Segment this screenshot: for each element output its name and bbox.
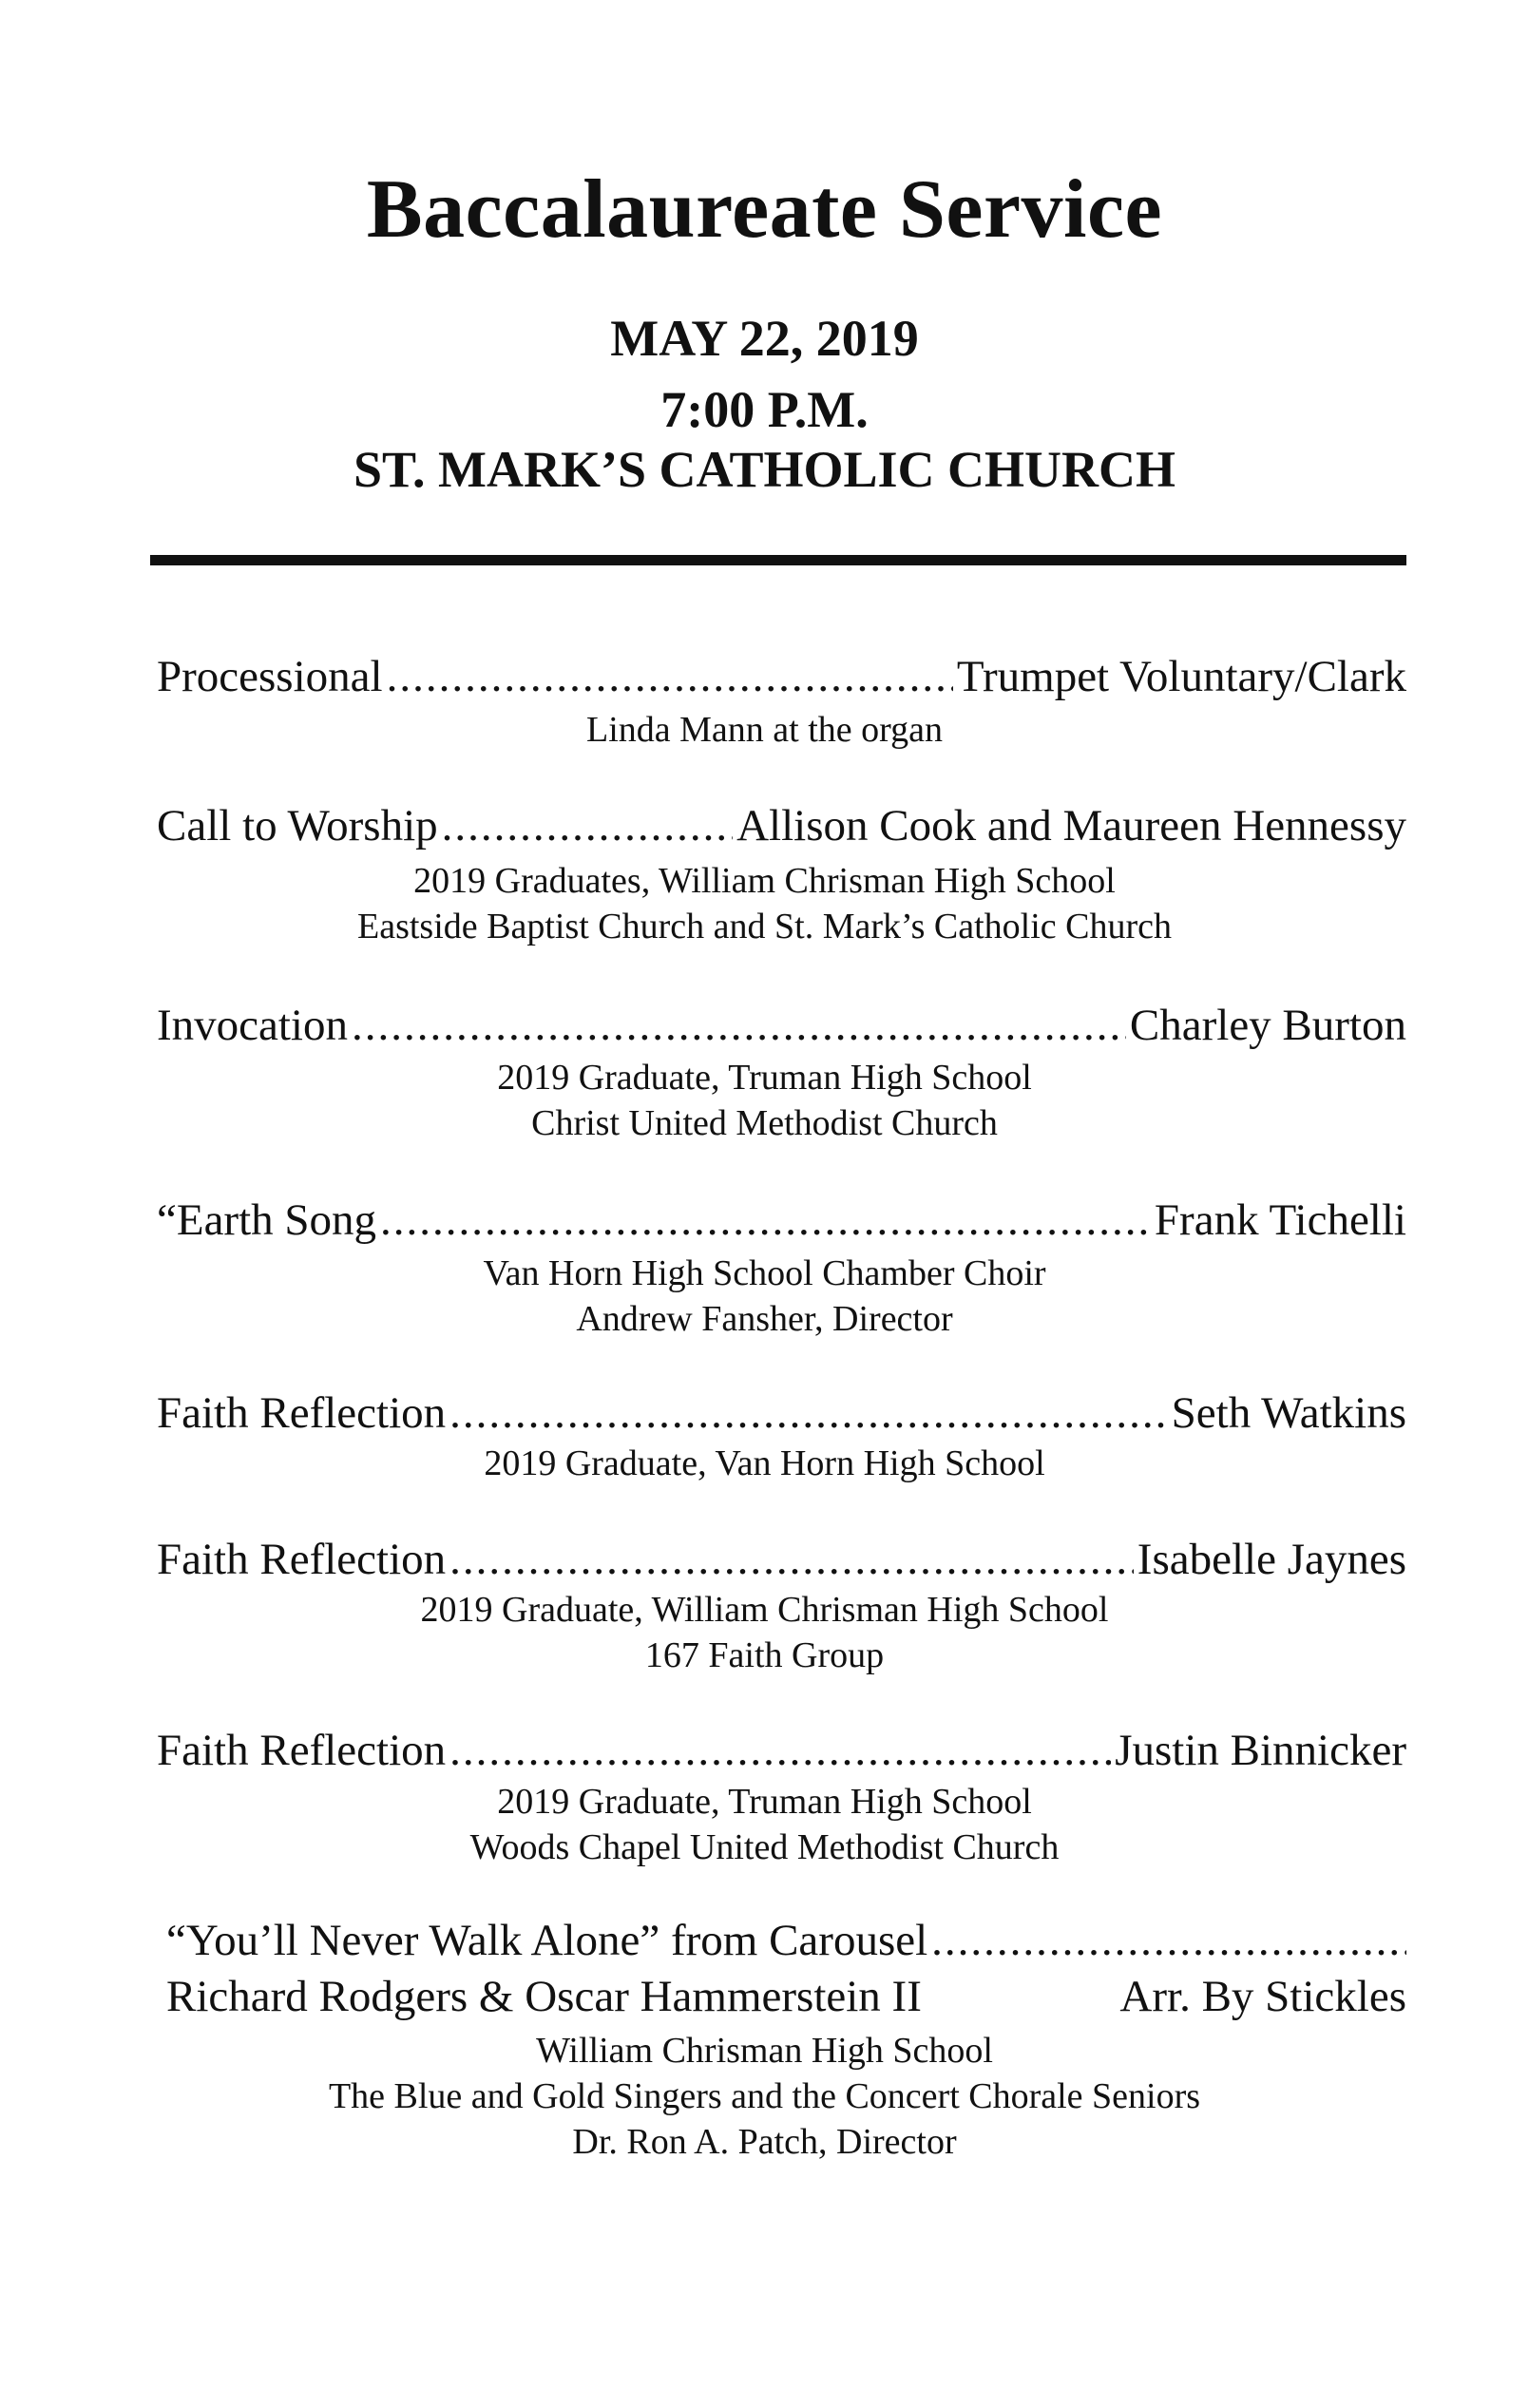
program-item-label: Faith Reflection [157, 1535, 447, 1584]
page-title: Baccalaureate Service [366, 163, 1163, 256]
program-item-faith-reflection [157, 1534, 1406, 1585]
program-item-detail: 2019 Graduate, Truman High School [497, 1782, 1032, 1822]
event-date: MAY 22, 2019 [610, 310, 919, 367]
program-item-call-to-worship [157, 800, 1406, 851]
program-item-closing-song [166, 1915, 1406, 1966]
program-item-detail: Woods Chapel United Methodist Church [469, 1827, 1060, 1867]
program-item-detail: Christ United Methodist Church [531, 1103, 998, 1143]
leader-dots [449, 1725, 1111, 1776]
program-item-performer: Allison Cook and Maureen Hennessy [736, 801, 1406, 850]
leader-dots [931, 1915, 1406, 1966]
program-item-detail: William Chrisman High School [536, 2031, 993, 2071]
program-item-detail: 2019 Graduate, Van Horn High School [484, 1443, 1045, 1483]
leader-dots [387, 651, 953, 702]
program-item-label: Faith Reflection [157, 1726, 447, 1775]
leader-dots [352, 1000, 1126, 1051]
program-item-detail: Andrew Fansher, Director [576, 1299, 953, 1339]
program-item-faith-reflection [157, 1725, 1406, 1776]
program-item-processional [157, 651, 1406, 702]
closing-credits [166, 1971, 1406, 2022]
program-item-invocation [157, 1000, 1406, 1051]
event-time: 7:00 P.M. [660, 381, 869, 438]
leader-dots [442, 800, 733, 851]
closing-composers: Richard Rodgers & Oscar Hammerstein II [166, 1972, 922, 2021]
leader-dots [449, 1534, 1134, 1585]
program-item-label: Call to Worship [157, 801, 438, 850]
program-item-detail: Dr. Ron A. Patch, Director [572, 2122, 957, 2162]
program-item-earth-song [157, 1194, 1406, 1246]
header-divider [150, 555, 1406, 565]
program-item-performer: Justin Binnicker [1115, 1726, 1406, 1775]
leader-dots [449, 1387, 1168, 1439]
leader-dots [380, 1194, 1151, 1246]
program-item-detail: 2019 Graduate, Truman High School [497, 1058, 1032, 1098]
program-item-performer: Isabelle Jaynes [1137, 1535, 1406, 1584]
program-item-detail: Eastside Baptist Church and St. Mark’s Catholic Church [356, 907, 1172, 946]
program-item-detail: Van Horn High School Chamber Choir [483, 1253, 1046, 1293]
program-item-detail: 2019 Graduates, William Chrisman High School [413, 861, 1116, 901]
program-item-performer: Trumpet Voluntary/Clark [956, 652, 1406, 701]
program-item-label: Invocation [157, 1001, 348, 1050]
program-item-detail: Linda Mann at the organ [586, 710, 943, 750]
program-item-performer: Frank Tichelli [1154, 1195, 1406, 1245]
program-item-performer: Charley Burton [1129, 1001, 1406, 1050]
program-item-faith-reflection [157, 1387, 1406, 1439]
program-item-label: Faith Reflection [157, 1388, 447, 1438]
program-item-label: “You’ll Never Walk Alone” from Carousel [166, 1916, 928, 1965]
event-venue: ST. MARK’S CATHOLIC CHURCH [353, 441, 1176, 498]
closing-arranger: Arr. By Stickles [1119, 1972, 1406, 2021]
program-item-detail: The Blue and Gold Singers and the Concert Chorale Seniors [328, 2076, 1201, 2116]
program-item-label: Processional [157, 652, 383, 701]
program-item-detail: 2019 Graduate, William Chrisman High School [420, 1590, 1109, 1630]
program-item-detail: 167 Faith Group [644, 1635, 885, 1675]
program-item-label: “Earth Song [157, 1195, 377, 1245]
program-item-performer: Seth Watkins [1171, 1388, 1406, 1438]
